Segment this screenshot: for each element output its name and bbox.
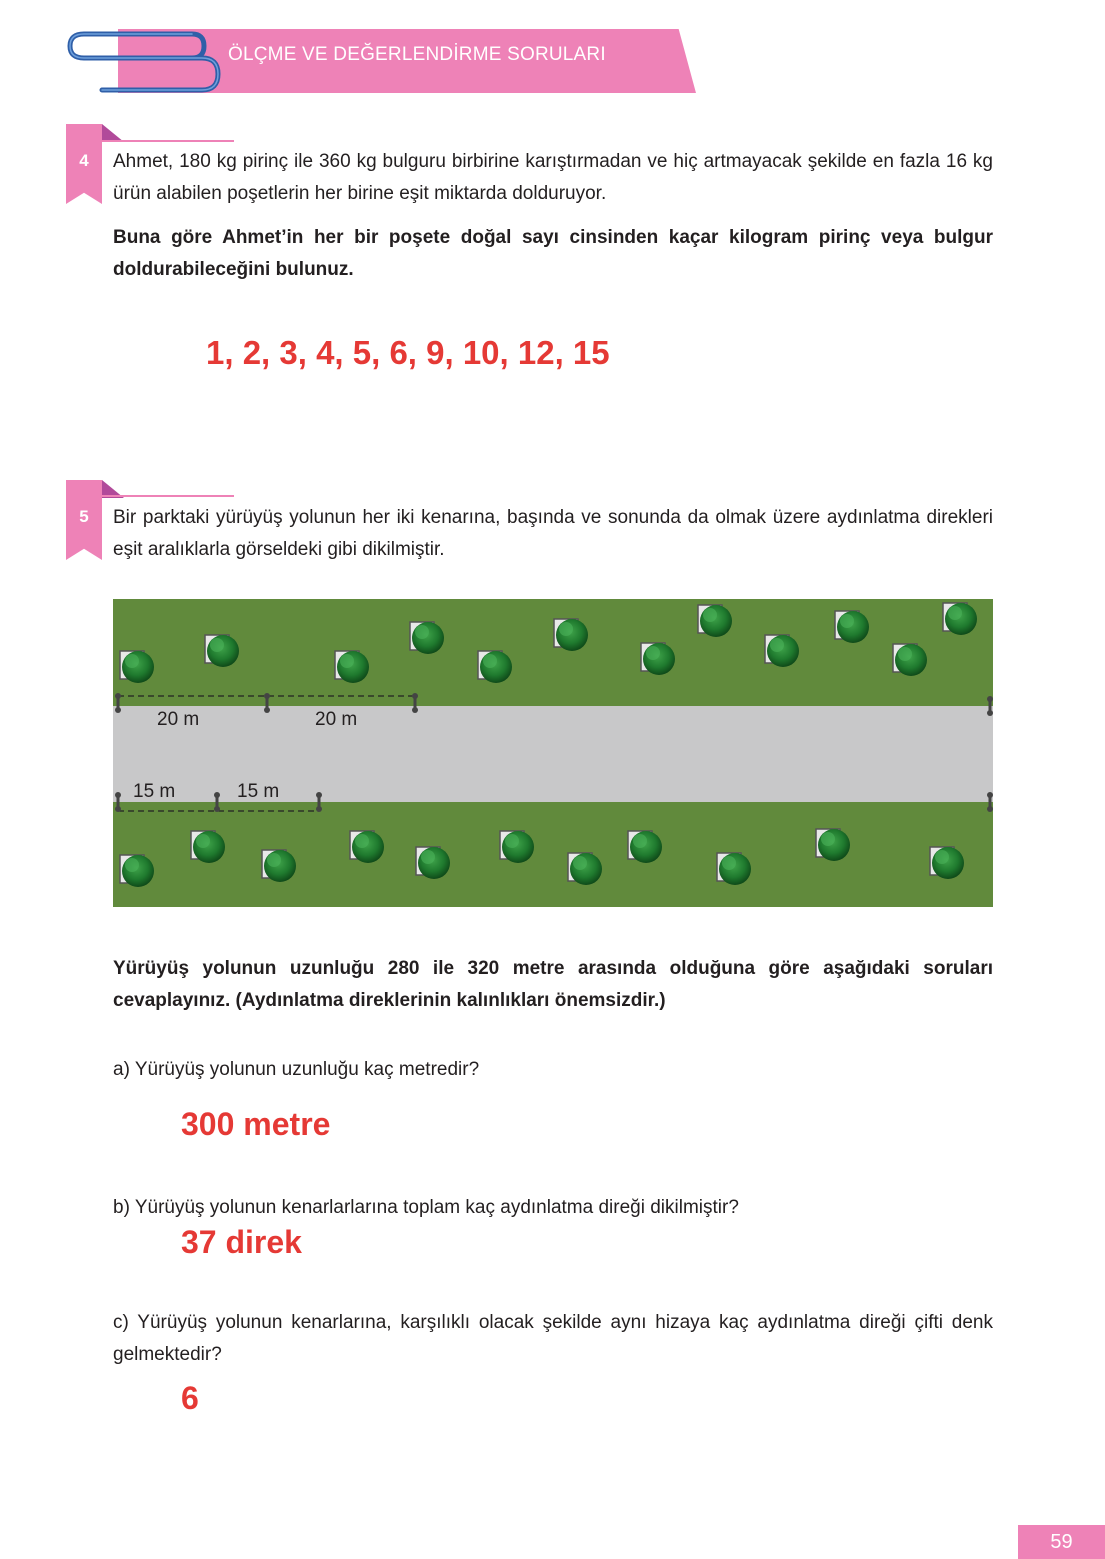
answer-c: 6 <box>181 1380 199 1416</box>
tree-icon <box>478 651 512 683</box>
divider <box>102 495 234 497</box>
sub-question-b: b) Yürüyüş yolunun kenarlarlarına toplam kaç aydınlatma direği dikilmiştir? <box>113 1197 739 1218</box>
tree-icon <box>930 847 964 879</box>
tree-icon <box>641 643 675 675</box>
spacing-label: 15 m <box>133 781 176 802</box>
tree-icon <box>335 651 369 683</box>
answer-text: 1, 2, 3, 4, 5, 6, 9, 10, 12, 15 <box>206 334 610 371</box>
question-prompt: Yürüyüş yolunun uzunluğu 280 ile 320 metre arasında olduğuna göre aşağıdaki soruları cevaplayınız. (Aydınlatma direklerinin kalınlıkları önemsizdir.) <box>113 958 993 1011</box>
tree-icon <box>500 831 534 863</box>
tree-icon <box>410 622 444 654</box>
paperclip-icon <box>62 20 222 100</box>
question-number: 4 <box>79 151 89 170</box>
tree-icon <box>350 831 384 863</box>
tree-icon <box>628 831 662 863</box>
tree-icon <box>120 855 154 887</box>
tree-icon <box>717 853 751 885</box>
divider <box>102 140 234 142</box>
tree-icon <box>698 605 732 637</box>
tree-icon <box>765 635 799 667</box>
spacing-label: 20 m <box>315 709 358 730</box>
question-number-tab <box>66 480 102 560</box>
question-number-tab <box>66 124 102 204</box>
park-walkway-figure <box>113 599 993 907</box>
spacing-label: 20 m <box>157 709 200 730</box>
tree-icon <box>416 847 450 879</box>
grass-bottom <box>113 802 993 907</box>
tree-icon <box>554 619 588 651</box>
tree-icon <box>191 831 225 863</box>
question-text: Bir parktaki yürüyüş yolunun her iki kenarına, başında ve sonunda da olmak üzere aydınlatma direkleri eşit aralıklarla görseldeki gibi dikilmiştir. <box>113 507 993 560</box>
tree-icon <box>835 611 869 643</box>
page-title: ÖLÇME VE DEĞERLENDİRME SORULARI <box>228 44 606 65</box>
question-text: Ahmet, 180 kg pirinç ile 360 kg bulguru birbirine karıştırmadan ve hiç artmayacak şekilde en fazla 16 kg ürün alabilen poşetlerin her birine eşit miktarda dolduruyor. <box>113 151 993 204</box>
question-prompt: Buna göre Ahmet’in her bir poşete doğal sayı cinsinden kaçar kilogram pirinç veya bulgur doldurabileceğini bulunuz. <box>113 227 993 280</box>
tree-icon <box>893 644 927 676</box>
sub-question-a: a) Yürüyüş yolunun uzunluğu kaç metredir? <box>113 1059 480 1080</box>
page-number: 59 <box>1018 1525 1105 1559</box>
tree-icon <box>568 853 602 885</box>
tree-icon <box>262 850 296 882</box>
tree-icon <box>205 635 239 667</box>
answer-b: 37 direk <box>181 1224 302 1260</box>
sub-question-c: c) Yürüyüş yolunun kenarlarına, karşılıklı olacak şekilde aynı hizaya kaç aydınlatma direği çifti denk gelmektedir? <box>113 1312 993 1365</box>
tree-icon <box>816 829 850 861</box>
question-number: 5 <box>79 507 89 526</box>
answer-a: 300 metre <box>181 1106 331 1142</box>
tree-icon <box>943 603 977 635</box>
spacing-label: 15 m <box>237 781 280 802</box>
tree-icon <box>120 651 154 683</box>
